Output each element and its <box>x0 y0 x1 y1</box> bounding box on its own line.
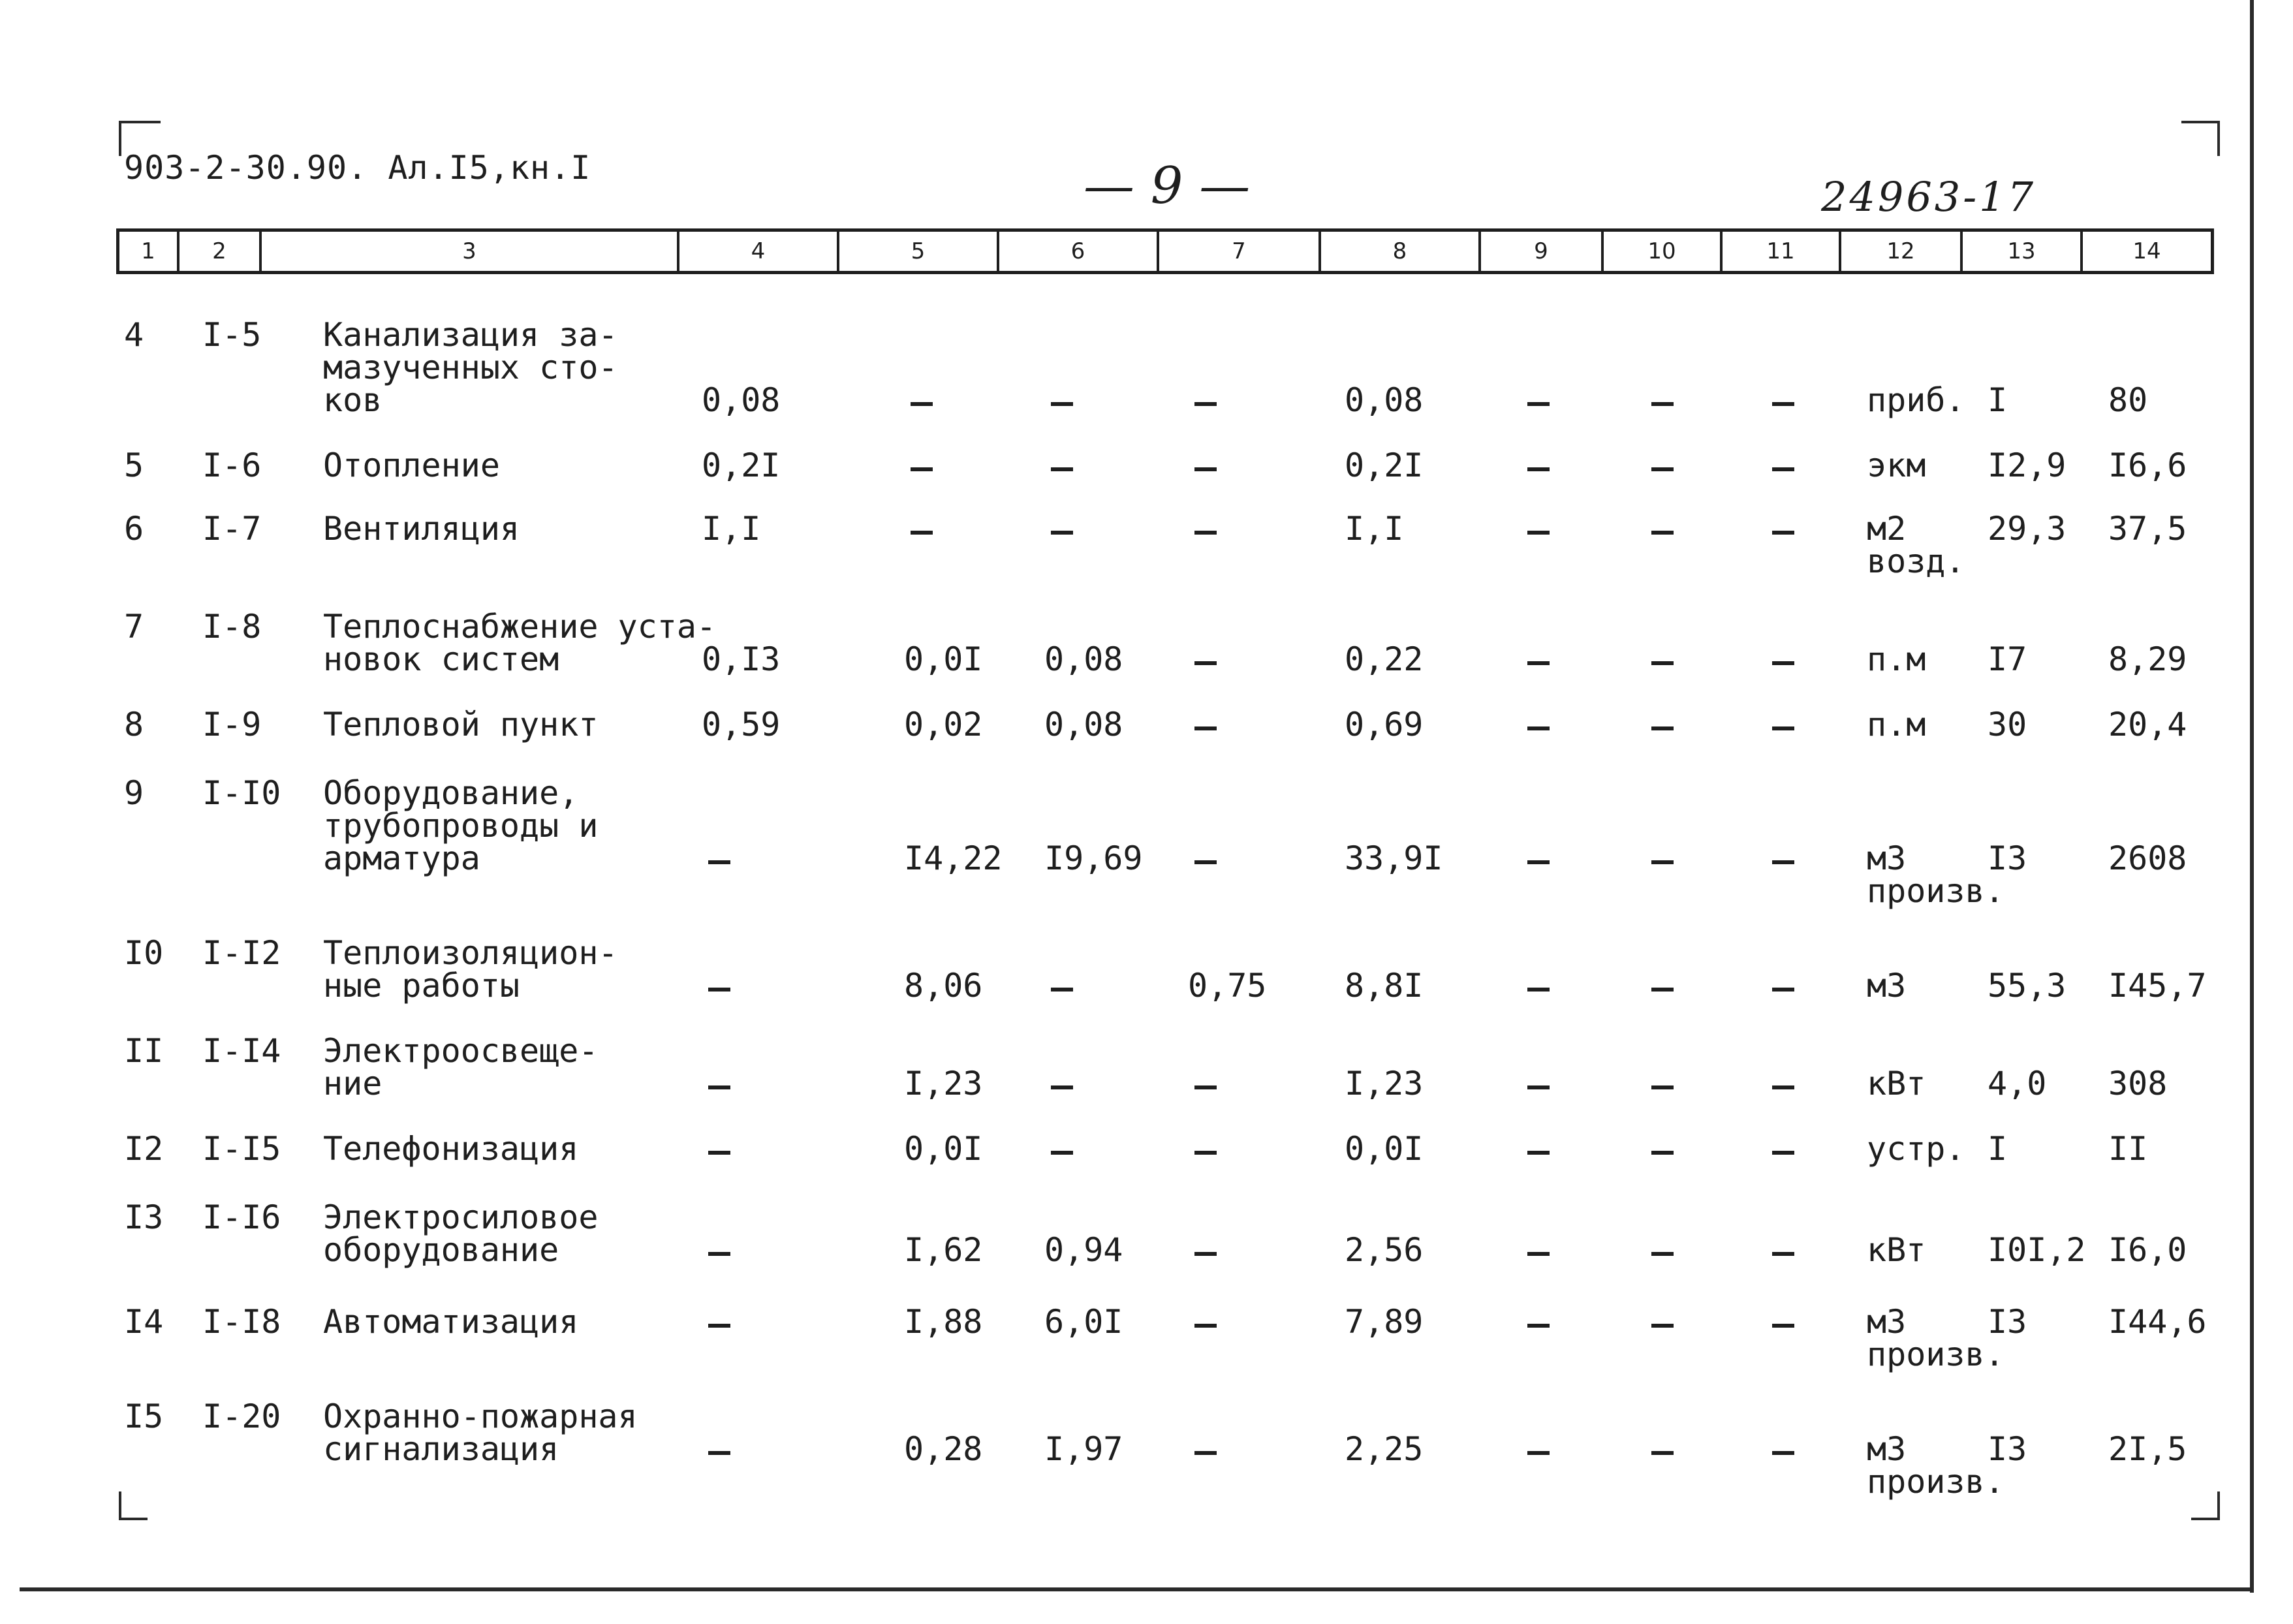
cell-c12: кВт <box>1867 1231 1926 1269</box>
dash-c6 <box>1051 1151 1073 1155</box>
dash-c6 <box>1051 1085 1073 1089</box>
cell-c4: 0,59 <box>702 706 781 743</box>
cell-c4: 0,2I <box>702 446 781 484</box>
dash-c4 <box>708 1324 730 1328</box>
cell-c12: п.м <box>1867 640 1926 678</box>
dash-c10 <box>1651 1085 1674 1089</box>
dash-c11 <box>1772 1151 1794 1155</box>
cell-c8: 8,8I <box>1345 967 1424 1005</box>
cell-code: I-I2 <box>202 934 281 972</box>
dash-c9 <box>1527 661 1550 665</box>
cell-c12: п.м <box>1867 706 1926 743</box>
dash-c7 <box>1194 1252 1217 1256</box>
cell-c13: 4,0 <box>1988 1065 2047 1102</box>
dash-c7 <box>1194 1085 1217 1089</box>
dash-c9 <box>1527 860 1550 864</box>
cell-c14: I45,7 <box>2108 967 2207 1005</box>
cell-name: Вентиляция <box>323 510 520 548</box>
dash-c10 <box>1651 1151 1674 1155</box>
cell-c13: I2,9 <box>1988 446 2067 484</box>
cell-c13: 55,3 <box>1988 967 2067 1005</box>
cell-code: I-I4 <box>202 1032 281 1070</box>
dash-c9 <box>1527 988 1550 992</box>
dash-c5 <box>911 402 933 406</box>
cell-name: Электросиловое оборудование <box>323 1198 599 1269</box>
dash-c9 <box>1527 726 1550 730</box>
cell-c8: 33,9I <box>1345 839 1443 877</box>
cell-c8: I,23 <box>1345 1065 1424 1102</box>
dash-c11 <box>1772 1085 1794 1089</box>
cell-c13: 30 <box>1988 706 2027 743</box>
cell-no: II <box>124 1032 164 1070</box>
dash-c10 <box>1651 1252 1674 1256</box>
cell-c5: 8,06 <box>904 967 983 1005</box>
dash-c7 <box>1194 467 1217 471</box>
cell-c14: 2608 <box>2108 839 2187 877</box>
cell-c13: I <box>1988 381 2008 419</box>
cell-c14: 20,4 <box>2108 706 2187 743</box>
cell-no: 4 <box>124 316 144 354</box>
document-code: 903-2-30.90. Ал.I5,кн.I <box>124 149 591 187</box>
cell-name: Электроосвеще- ние <box>323 1032 599 1102</box>
cell-c13: I3 <box>1988 1430 2027 1468</box>
cell-no: I3 <box>124 1198 164 1236</box>
cell-no: 9 <box>124 774 144 812</box>
cell-c14: I6,6 <box>2108 446 2187 484</box>
dash-c4 <box>708 860 730 864</box>
cell-code: I-5 <box>202 316 262 354</box>
column-number-1: 1 <box>119 232 179 271</box>
column-number-10: 10 <box>1604 232 1723 271</box>
dash-c9 <box>1527 467 1550 471</box>
dash-c11 <box>1772 726 1794 730</box>
cell-c14: 37,5 <box>2108 510 2187 548</box>
cell-c5: I4,22 <box>904 839 1003 877</box>
dash-c10 <box>1651 1451 1674 1455</box>
cell-code: I-I6 <box>202 1198 281 1236</box>
dash-c10 <box>1651 988 1674 992</box>
corner-mark-bottom-left <box>119 1491 148 1520</box>
cell-no: 6 <box>124 510 144 548</box>
cell-name: Охранно-пожарная сигнализация <box>323 1398 638 1468</box>
cell-name: Канализация за- мазученных сто- ков <box>323 316 618 419</box>
corner-mark-top-right <box>2181 121 2220 156</box>
cell-c5: I,23 <box>904 1065 983 1102</box>
cell-c5: I,62 <box>904 1231 983 1269</box>
column-number-13: 13 <box>1963 232 2083 271</box>
cell-c12: экм <box>1867 446 1926 484</box>
dash-c10 <box>1651 661 1674 665</box>
cell-c6: 6,0I <box>1044 1303 1123 1341</box>
cell-c5: I,88 <box>904 1303 983 1341</box>
dash-c11 <box>1772 661 1794 665</box>
cell-c14: 2I,5 <box>2108 1430 2187 1468</box>
dash-c9 <box>1527 1151 1550 1155</box>
dash-c11 <box>1772 1252 1794 1256</box>
page-number: — 9 — <box>1084 157 1251 215</box>
cell-c6: I9,69 <box>1044 839 1143 877</box>
cell-c12: м3 <box>1867 967 1907 1005</box>
dash-c11 <box>1772 402 1794 406</box>
cell-c6: 0,08 <box>1044 706 1123 743</box>
cell-c8: 7,89 <box>1345 1303 1424 1341</box>
cell-c14: 308 <box>2108 1065 2168 1102</box>
cell-c13: I7 <box>1988 640 2027 678</box>
cell-code: I-I8 <box>202 1303 281 1341</box>
dash-c11 <box>1772 1451 1794 1455</box>
cell-c12: м2 возд. <box>1867 510 1965 580</box>
cell-no: I2 <box>124 1130 164 1168</box>
cell-c12: м3 произв. <box>1867 1430 2004 1501</box>
cell-c14: I6,0 <box>2108 1231 2187 1269</box>
dash-c10 <box>1651 726 1674 730</box>
dash-c10 <box>1651 402 1674 406</box>
dash-c5 <box>911 467 933 471</box>
dash-c9 <box>1527 402 1550 406</box>
cell-c14: 80 <box>2108 381 2148 419</box>
cell-name: Телефонизация <box>323 1130 579 1168</box>
cell-c14: II <box>2108 1130 2148 1168</box>
dash-c7 <box>1194 402 1217 406</box>
cell-c13: I <box>1988 1130 2008 1168</box>
cell-no: I0 <box>124 934 164 972</box>
dash-c10 <box>1651 860 1674 864</box>
cell-no: I5 <box>124 1398 164 1435</box>
dash-c9 <box>1527 531 1550 535</box>
cell-c12: устр. <box>1867 1130 1965 1168</box>
cell-c5: 0,28 <box>904 1430 983 1468</box>
cell-c5: 0,0I <box>904 1130 983 1168</box>
dash-c7 <box>1194 661 1217 665</box>
cell-code: I-6 <box>202 446 262 484</box>
dash-c10 <box>1651 531 1674 535</box>
dash-c11 <box>1772 988 1794 992</box>
column-number-2: 2 <box>179 232 262 271</box>
cell-c6: 0,94 <box>1044 1231 1123 1269</box>
dash-c7 <box>1194 1451 1217 1455</box>
cell-c4: 0,I3 <box>702 640 781 678</box>
cell-c8: 0,0I <box>1345 1130 1424 1168</box>
dash-c11 <box>1772 1324 1794 1328</box>
cell-c14: 8,29 <box>2108 640 2187 678</box>
cell-c5: 0,0I <box>904 640 983 678</box>
cell-code: I-8 <box>202 608 262 646</box>
cell-no: 7 <box>124 608 144 646</box>
cell-code: I-9 <box>202 706 262 743</box>
cell-no: 5 <box>124 446 144 484</box>
dash-c11 <box>1772 860 1794 864</box>
dash-c4 <box>708 1085 730 1089</box>
cell-c12: приб. <box>1867 381 1965 419</box>
cell-code: I-I0 <box>202 774 281 812</box>
dash-c6 <box>1051 988 1073 992</box>
cell-c13: I0I,2 <box>1988 1231 2086 1269</box>
cell-c5: 0,02 <box>904 706 983 743</box>
cell-code: I-7 <box>202 510 262 548</box>
cell-c12: м3 произв. <box>1867 1303 2004 1373</box>
cell-no: 8 <box>124 706 144 743</box>
dash-c9 <box>1527 1451 1550 1455</box>
dash-c6 <box>1051 531 1073 535</box>
cell-c8: 0,08 <box>1345 381 1424 419</box>
cell-c13: I3 <box>1988 839 2027 877</box>
cell-c8: 2,56 <box>1345 1231 1424 1269</box>
column-number-8: 8 <box>1321 232 1481 271</box>
dash-c9 <box>1527 1085 1550 1089</box>
dash-c7 <box>1194 1151 1217 1155</box>
page-border-right <box>2250 0 2254 1593</box>
cell-code: I-I5 <box>202 1130 281 1168</box>
dash-c7 <box>1194 531 1217 535</box>
column-number-7: 7 <box>1159 232 1321 271</box>
cell-code: I-20 <box>202 1398 281 1435</box>
cell-no: I4 <box>124 1303 164 1341</box>
cell-c12: кВт <box>1867 1065 1926 1102</box>
cell-name: Тепловой пункт <box>323 706 599 743</box>
column-number-header <box>116 228 2214 274</box>
cell-c13: I3 <box>1988 1303 2027 1341</box>
column-number-6: 6 <box>999 232 1159 271</box>
cell-name: Автоматизация <box>323 1303 579 1341</box>
cell-name: Теплоснабжение уста- новок систем <box>323 608 717 678</box>
dash-c4 <box>708 1252 730 1256</box>
cell-c4: 0,08 <box>702 381 781 419</box>
dash-c7 <box>1194 726 1217 730</box>
dash-c9 <box>1527 1324 1550 1328</box>
cell-c8: I,I <box>1345 510 1404 548</box>
archive-number: 24963-17 <box>1821 173 2036 221</box>
cell-c8: 2,25 <box>1345 1430 1424 1468</box>
cell-c6: 0,08 <box>1044 640 1123 678</box>
corner-mark-bottom-right <box>2191 1491 2220 1520</box>
column-number-3: 3 <box>262 232 679 271</box>
column-number-11: 11 <box>1723 232 1841 271</box>
dash-c9 <box>1527 1252 1550 1256</box>
cell-c7: 0,75 <box>1188 967 1267 1005</box>
page-border-bottom <box>20 1587 2254 1591</box>
cell-c14: I44,6 <box>2108 1303 2207 1341</box>
dash-c7 <box>1194 860 1217 864</box>
cell-c6: I,97 <box>1044 1430 1123 1468</box>
column-number-14: 14 <box>2132 238 2161 264</box>
cell-c13: 29,3 <box>1988 510 2067 548</box>
dash-c6 <box>1051 467 1073 471</box>
cell-c8: 0,22 <box>1345 640 1424 678</box>
dash-c10 <box>1651 1324 1674 1328</box>
dash-c6 <box>1051 402 1073 406</box>
column-number-9: 9 <box>1481 232 1604 271</box>
column-number-12: 12 <box>1841 232 1963 271</box>
dash-c10 <box>1651 467 1674 471</box>
cell-c8: 0,2I <box>1345 446 1424 484</box>
dash-c5 <box>911 531 933 535</box>
column-number-4: 4 <box>679 232 839 271</box>
dash-c4 <box>708 1451 730 1455</box>
dash-c4 <box>708 1151 730 1155</box>
cell-c8: 0,69 <box>1345 706 1424 743</box>
cell-c12: м3 произв. <box>1867 839 2004 910</box>
dash-c4 <box>708 988 730 992</box>
column-number-5: 5 <box>839 232 999 271</box>
cell-name: Отопление <box>323 446 500 484</box>
cell-c4: I,I <box>702 510 761 548</box>
cell-name: Оборудование, трубопроводы и арматура <box>323 774 599 877</box>
cell-name: Теплоизоляцион- ные работы <box>323 934 618 1005</box>
dash-c11 <box>1772 467 1794 471</box>
dash-c7 <box>1194 1324 1217 1328</box>
dash-c11 <box>1772 531 1794 535</box>
